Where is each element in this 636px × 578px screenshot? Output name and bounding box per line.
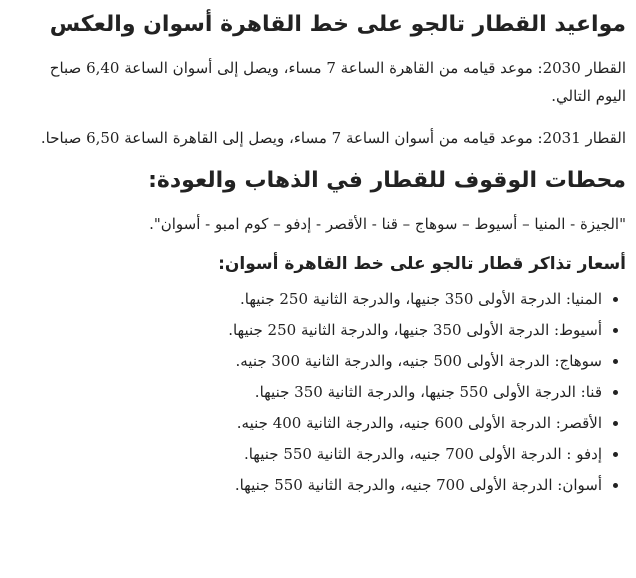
stops-list-paragraph: "الجيزة - المنيا – أسيوط – سوهاج – قنا - الأقصر - إدفو – كوم امبو - أسوان". (149, 215, 626, 233)
price-item-luxor: • الأقصر: الدرجة الأولى 600 جنيه، والدرجة الثانية 400 جنيه. (30, 412, 602, 434)
train-2030-paragraph: القطار 2030: موعد قيامه من القاهرة الساعة 7 مساء، ويصل إلى أسوان الساعة 6,40 صباح اليوم التالي. (49, 59, 626, 105)
price-item-sohag: • سوهاج: الدرجة الأولى 500 جنيه، والدرجة الثانية 300 جنيه. (30, 350, 602, 372)
prices-list (30, 288, 626, 496)
train-2031-paragraph: القطار 2031: موعد قيامه من أسوان الساعة 7 مساء، ويصل إلى القاهرة الساعة 6,50 صباحا. (40, 129, 626, 147)
price-item-qena: • قنا: الدرجة الأولى 550 جنيها، والدرجة الثانية 350 جنيها. (30, 381, 602, 403)
price-item-minya: • المنيا: الدرجة الأولى 350 جنيها، والدرجة الثانية 250 جنيها. (30, 288, 602, 310)
price-item-edfu: • إدفو : الدرجة الأولى 700 جنيه، والدرجة الثانية 550 جنيها. (30, 443, 602, 465)
price-item-assiut: • أسيوط: الدرجة الأولى 350 جنيها، والدرجة الثانية 250 جنيها. (30, 319, 602, 341)
prices-heading: أسعار تذاكر قطار تالجو على خط القاهرة أسوان: (218, 254, 626, 274)
schedule-heading: مواعيد القطار تالجو على خط القاهرة أسوان والعكس (49, 12, 626, 37)
stops-heading: محطات الوقوف للقطار في الذهاب والعودة: (148, 168, 626, 193)
price-item-aswan: • أسوان: الدرجة الأولى 700 جنيه، والدرجة الثانية 550 جنيها. (30, 474, 602, 496)
